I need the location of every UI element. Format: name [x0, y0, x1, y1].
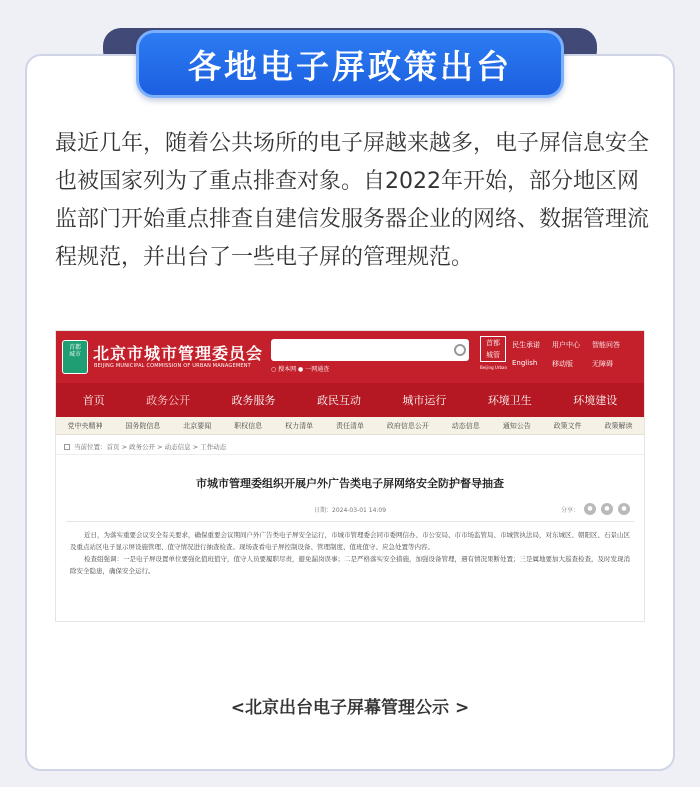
nav-construction[interactable]: 环境建设 [573, 394, 618, 407]
weibo-icon[interactable]: ● [601, 503, 613, 515]
article-body [70, 529, 632, 577]
special-logo-sub: Beijing Urban [480, 365, 507, 370]
subnav-item[interactable]: 责任清单 [335, 421, 364, 430]
subnav-item[interactable]: 政策解读 [604, 421, 633, 430]
subnav-item[interactable]: 权力清单 [285, 421, 314, 430]
special-logo[interactable]: 首都 城管 [480, 336, 506, 362]
main-nav [56, 383, 644, 417]
article-title: 市城市管理委组织开展户外广告类电子屏网络安全防护督导抽查 [196, 477, 504, 490]
divider [66, 521, 634, 522]
subnav-item[interactable]: 北京要闻 [183, 421, 212, 430]
tool-link[interactable]: 民生承诺 [512, 341, 540, 349]
tool-link[interactable]: English [512, 359, 538, 367]
nav-city-operation[interactable]: 城市运行 [402, 394, 447, 407]
intro-paragraph: 最近几年，随着公共场所的电子屏越来越多，电子屏信息安全也被国家列为了重点排查对象。自2022年开始，部分地区网监部门开始重点排查自建信发服务器企业的网络、数据管理流程规范，并出台了一些电子屏的管理规范。 [55, 131, 650, 270]
site-header [56, 331, 644, 383]
search-icon[interactable] [454, 344, 466, 356]
nav-interaction[interactable]: 政民互动 [316, 394, 361, 407]
tool-link[interactable]: 无障碍 [592, 360, 613, 368]
subnav-item[interactable]: 国务院信息 [125, 421, 161, 430]
qzone-icon[interactable]: ● [618, 503, 630, 515]
site-logo[interactable]: 首都 城市 [62, 340, 88, 374]
nav-home[interactable]: 首页 [82, 394, 105, 407]
subnav-item[interactable]: 动态信息 [451, 421, 480, 430]
sub-nav [56, 417, 644, 435]
share-bar [561, 503, 630, 515]
tool-link[interactable]: 移动版 [552, 360, 573, 368]
share-label: 分享： [561, 506, 580, 514]
article-paragraph: 近日，为落实重要会议安全有关要求，确保重要会议期间户外广告类电子屏安全运行，市城市管理委会同市委网信办、市公安局、市市场监管局、市城管执法局，对东城区、朝阳区、石景山区及重点站区电子显示屏设施管理、值守情况进行抽查检查。现场查看电子屏控制设备、管理制度、值班值守、应急处置等内容。 [70, 531, 630, 551]
wechat-icon[interactable]: ● [584, 503, 596, 515]
tool-link[interactable]: 用户中心 [552, 341, 580, 349]
article-date: 日期：2024-03-01 14:09 [314, 507, 387, 514]
search-scope[interactable]: ○ 搜本网 ● 一网通查 [271, 366, 330, 373]
caption: <北京出台电子屏幕管理公示 > [230, 698, 470, 718]
nav-sanitation[interactable]: 环境卫生 [487, 394, 532, 407]
breadcrumb [56, 439, 644, 455]
subnav-item[interactable]: 职权信息 [234, 421, 263, 430]
tool-links [512, 340, 642, 369]
subnav-item[interactable]: 通知公告 [502, 421, 531, 430]
website-screenshot [55, 330, 645, 622]
subnav-item[interactable]: 党中央精神 [67, 421, 103, 430]
search-input[interactable] [271, 339, 469, 361]
page-title: 各地电子屏政策出台 [136, 30, 564, 98]
location-icon [64, 444, 70, 450]
article-meta [56, 502, 644, 516]
article-paragraph: 检查组强调：一是电子屏设置单位要强化值班值守，值守人员要履职尽责，避免漏岗误事；二是严格落实安全措施，加强设备管理，遇有情况果断处置；三是属地要加大巡查检查，及时发现消除安全隐患，确保安全运行。 [70, 555, 630, 575]
tool-link[interactable]: 智能问答 [592, 341, 620, 349]
subnav-item[interactable]: 政策文件 [553, 421, 582, 430]
subnav-item[interactable]: 政府信息公开 [386, 421, 429, 430]
nav-gov-affairs[interactable]: 政务公开 [146, 394, 191, 407]
breadcrumb-text[interactable]: 当前位置：首页 > 政务公开 > 动态信息 > 工作动态 [74, 443, 227, 451]
site-name-en: BEIJING MUNICIPAL COMMISSION OF URBAN MANAGEMENT [94, 363, 251, 369]
site-name[interactable]: 北京市城市管理委员会 [93, 344, 264, 363]
nav-services[interactable]: 政务服务 [231, 394, 276, 407]
